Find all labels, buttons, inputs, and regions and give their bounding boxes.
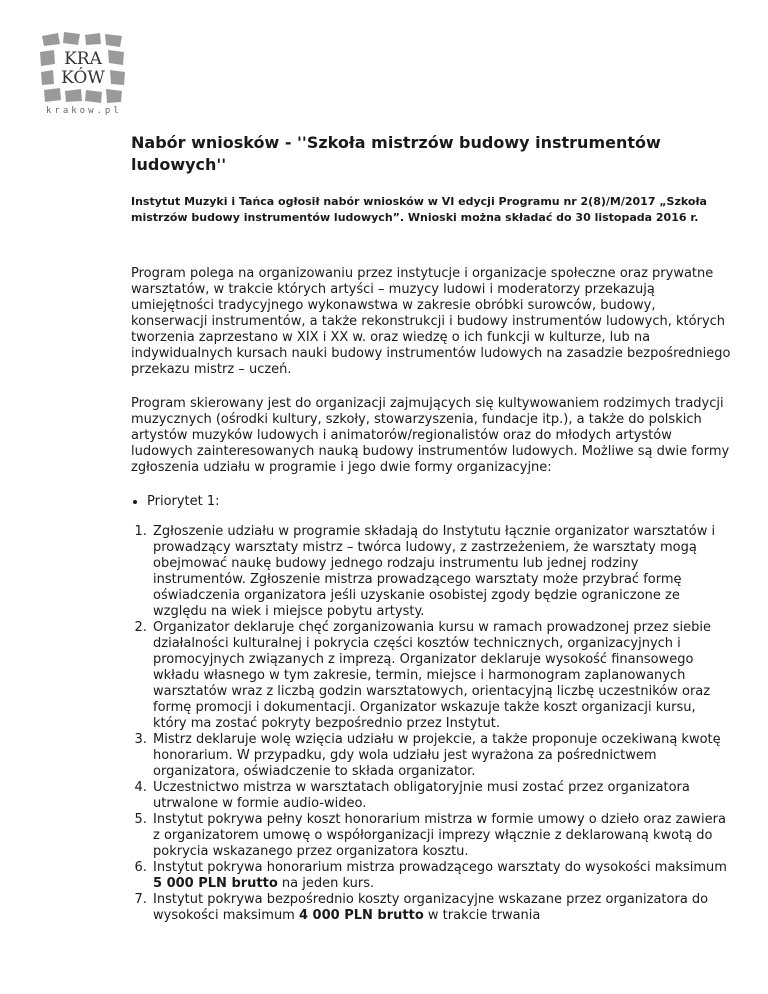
- list-item: 4. Uczestnictwo mistrza w warsztatach obligatoryjnie musi zostać przez organizatora utrwalone w formie audio-wideo.: [151, 780, 731, 812]
- priority-1-item: • Priorytet 1:: [147, 494, 731, 510]
- list-item: 1. Zgłoszenie udziału w programie składają do Instytutu łącznie organizator warsztatów i prowadzący warsztaty mistrz – twórca ludowy, z zastrzeżeniem, że warsztaty mogą obejmować naukę budowy jednego rodzaju instrumentu lub jednej rodziny instrumentów. Zgłoszenie mistrza prowadzącego warsztaty może przybrać formę oświadczenia organizatora jeśli uzyskanie osobistej zgody będzie ograniczone ze względu na wiek i miejsce pobytu artysty.: [151, 524, 731, 620]
- logo-url[interactable]: krakow.pl: [46, 106, 122, 116]
- list-item: 5. Instytut pokrywa pełny koszt honorarium mistrza w formie umowy o dzieło oraz zawiera z organizatorem umowę o współorganizacji imprezy włącznie z deklarowaną kwotą do pokrycia wskazanego przez organizatora kosztu.: [151, 812, 731, 860]
- item-text: na jeden kurs.: [277, 876, 375, 891]
- amount-honorarium: 5 000 PLN brutto: [153, 876, 278, 891]
- rules-list: [131, 524, 731, 924]
- article-title: Nabór wniosków - ''Szkoła mistrzów budowy instrumentów ludowych'': [131, 133, 661, 174]
- paragraph-2: Program skierowany jest do organizacji zajmujących się kultywowaniem rodzimych tradycji muzycznych (ośrodki kultury, szkoły, stowarzyszenia, fundacje itp.), a także do polskich artystów muzyków ludowych i animatorów/regionalistów oraz do młodych artystów ludowych zainteresowanych nauką budowy instrumentów ludowych. Możliwe są dwie formy zgłoszenia udziału w programie i jego dwie formy organizacyjne:: [131, 396, 730, 475]
- krakow-logo-mark: [38, 30, 130, 106]
- amount-organization: 4 000 PLN brutto: [298, 908, 424, 923]
- article-lead: Instytut Muzyki i Tańca ogłosił nabór wniosków w VI edycji Programu nr 2(8)/M/2017 „Szkoła mistrzów budowy instrumentów ludowych”. Wnioski można składać do 30 listopada 2016 r.: [131, 195, 707, 224]
- item-text: w trakcie trwania: [423, 908, 541, 923]
- list-item: 3. Mistrz deklaruje wolę wzięcia udziału w projekcie, a także proponuje oczekiwaną kwotę honorarium. W przypadku, gdy wola udziału jest wyrażona za pośrednictwem organizatora, oświadczenie to składa organizator.: [151, 732, 731, 780]
- logo-text-kra: KRA: [64, 49, 102, 69]
- item-text: Instytut pokrywa bezpośrednio koszty organizacyjne wskazane przez organizatora do wysokości maksimum: [153, 892, 709, 923]
- list-item: 2. Organizator deklaruje chęć zorganizowania kursu w ramach prowadzonej przez siebie działalności kulturalnej i pokrycia części kosztów technicznych, organizacyjnych i promocyjnych związanych z imprezą. Organizator deklaruje wysokość finansowego wkładu własnego w tym zakresie, termin, miejsce i harmonogram zaplanowanych warsztatów wraz z liczbą godzin warsztatowych, orientacyjną liczbę uczestników oraz formę promocji i dokumentacji. Organizator wskazuje także koszt organizacji kursu, który ma zostać pokryty bezpośrednio przez Instytut.: [151, 620, 731, 732]
- logo-text-kow: KÓW: [61, 68, 105, 88]
- paragraph-1: Program polega na organizowaniu przez instytucje i organizacje społeczne oraz prywatne warsztatów, w trakcie których artyści – muzycy ludowi i moderatorzy przekazują umiejętności tradycyjnego wykonawstwa w zakresie obróbki surowców, budowy, konserwacji instrumentów, a także rekonstrukcji i budowy instrumentów ludowych, których tworzenia zaprzestano w XIX i XX w. oraz wiedzę o ich funkcji w kulturze, lub na indywidualnych kursach nauki budowy instrumentów ludowych na zasadzie bezpośredniego przekazu mistrz – uczeń.: [131, 266, 731, 377]
- item-text: Instytut pokrywa honorarium mistrza prowadzącego warsztaty do wysokości maksimum: [153, 860, 727, 875]
- article: [131, 132, 731, 924]
- priority-list: [131, 494, 731, 510]
- list-item: [151, 860, 731, 892]
- list-item: [151, 892, 731, 924]
